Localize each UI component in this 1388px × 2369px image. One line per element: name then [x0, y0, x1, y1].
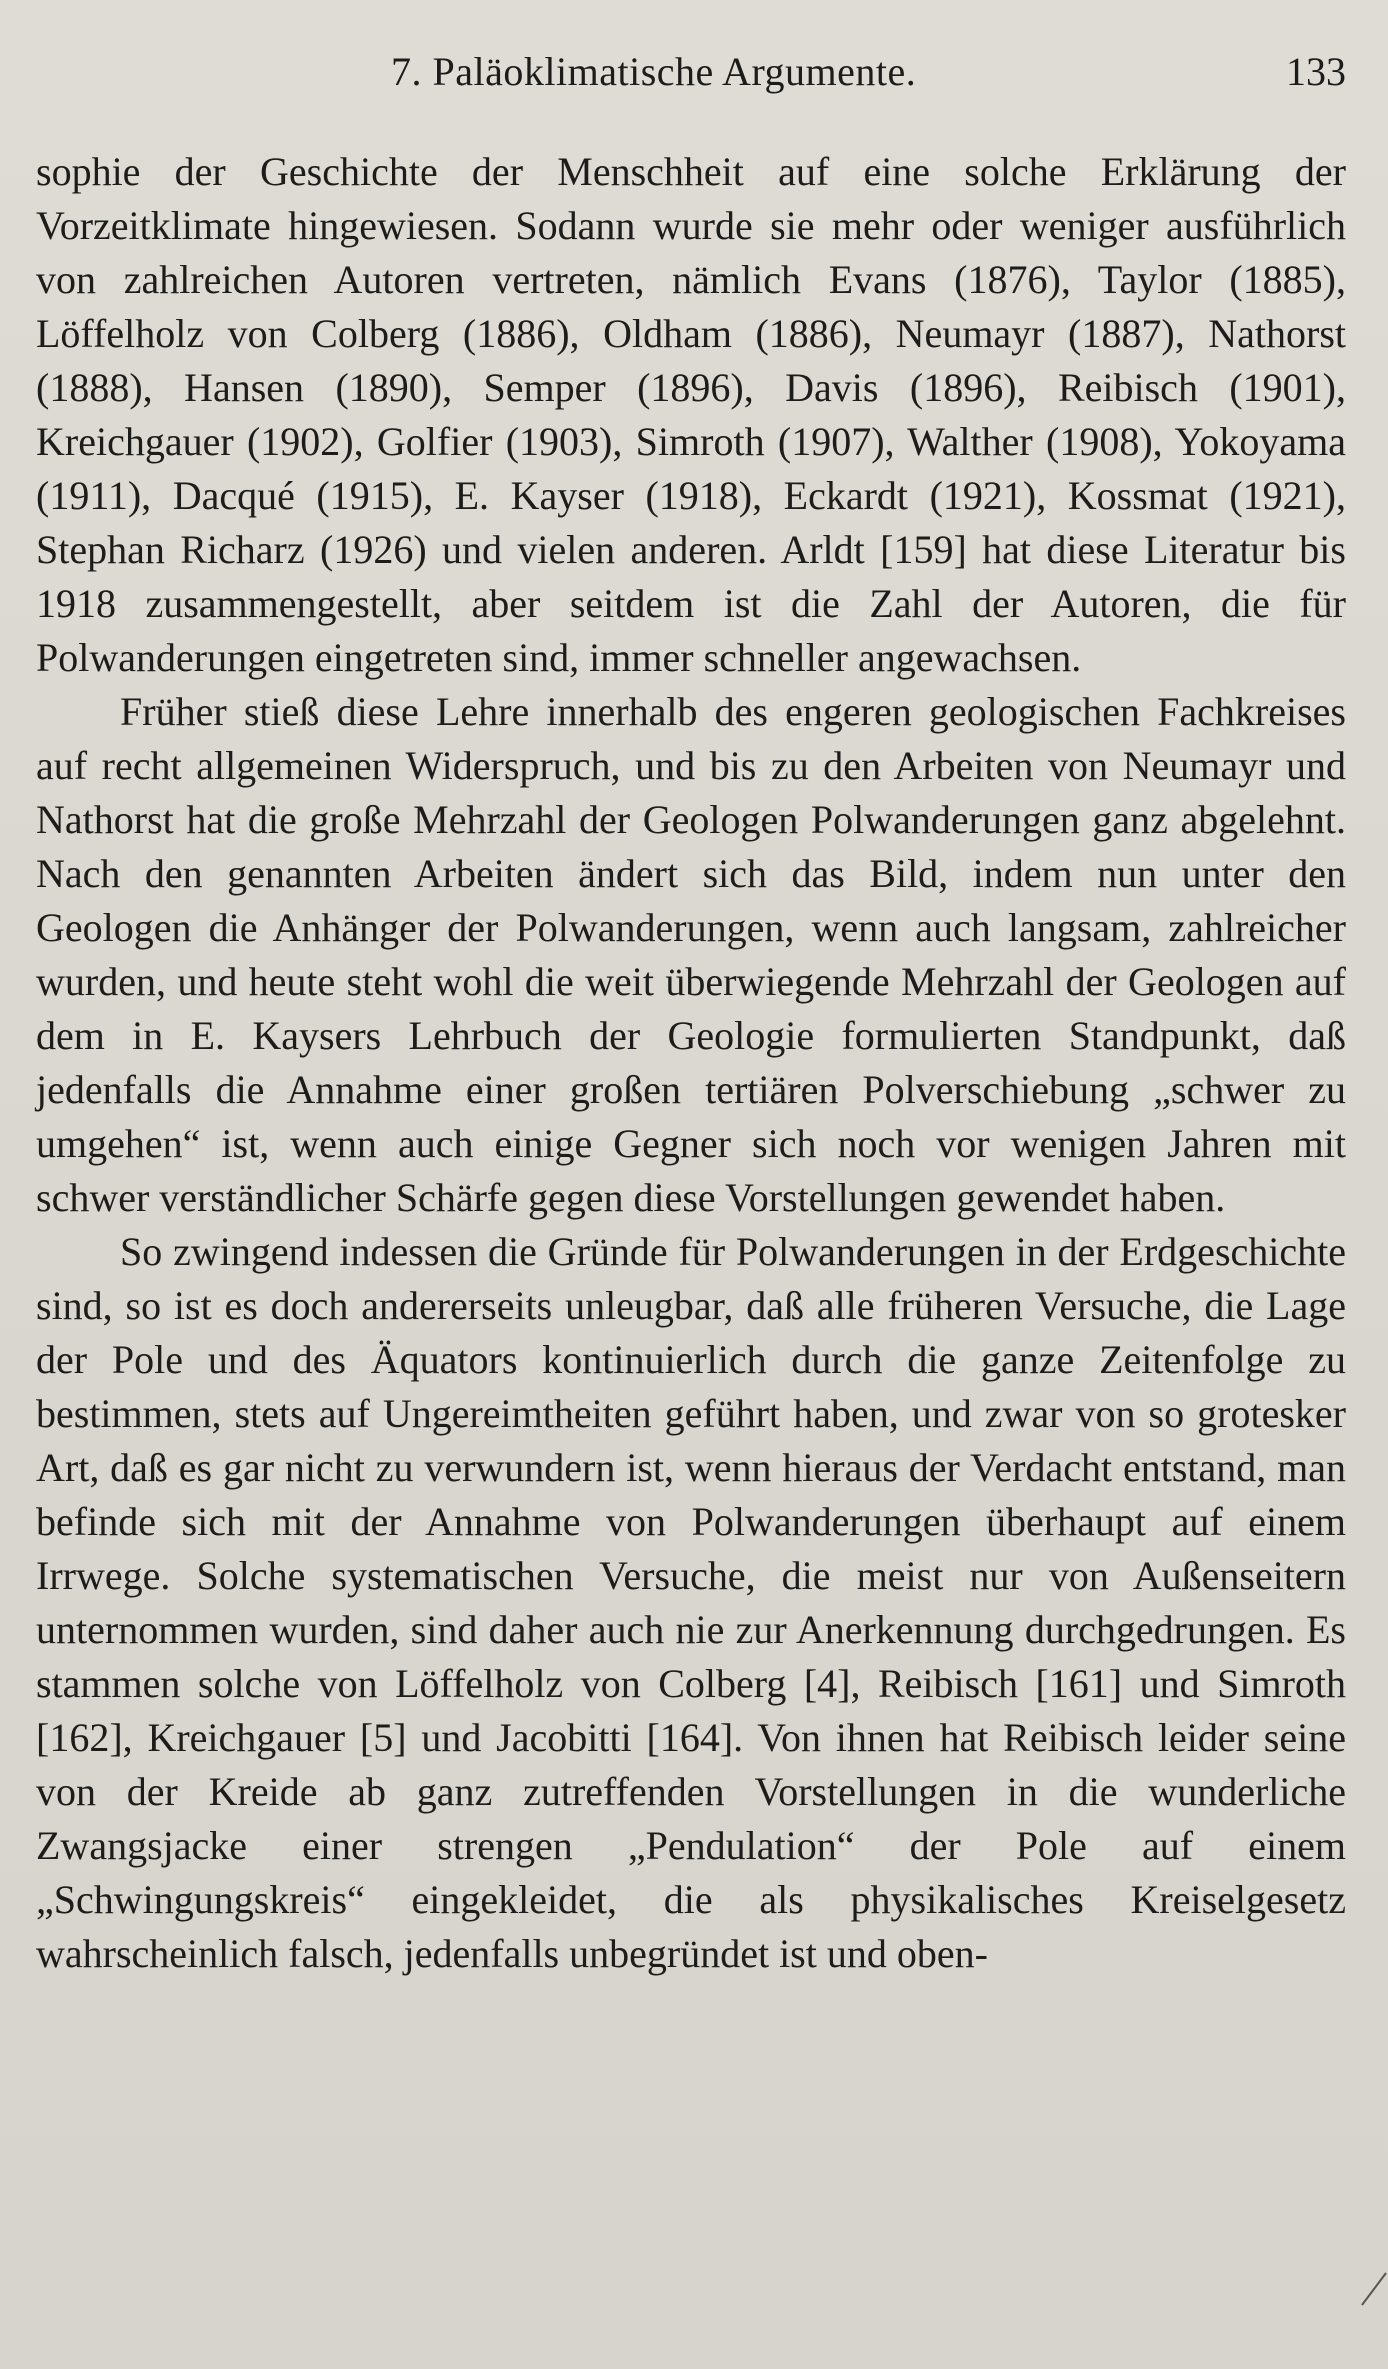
- paragraph-2: Früher stieß diese Lehre innerhalb des engeren geologischen Fachkreises auf recht allgemeinen Widerspruch, und bis zu den Arbeiten von Neumayr und Nathorst hat die große Mehrzahl der Geologen Polwanderungen ganz abgelehnt. Nach den genannten Arbeiten ändert sich das Bild, indem nun unter den Geologen die Anhänger der Polwanderungen, wenn auch langsam, zahlreicher wurden, und heute steht wohl die weit überwiegende Mehrzahl der Geologen auf dem in E. Kaysers Lehrbuch der Geologie formulierten Standpunkt, daß jedenfalls die Annahme einer großen tertiären Polverschiebung „schwer zu umgehen“ ist, wenn auch einige Gegner sich noch vor wenigen Jahren mit schwer verständlicher Schärfe gegen diese Vorstellungen gewendet haben.: [36, 689, 1346, 1220]
- running-head: 7. Paläoklimatische Argumente.: [391, 49, 917, 94]
- margin-pencil-mark-icon: [1358, 2269, 1388, 2309]
- page-header: [36, 36, 1346, 116]
- page-number: 133: [1286, 49, 1346, 94]
- paragraph-1: sophie der Geschichte der Menschheit auf eine solche Erklärung der Vorzeitklimate hingewiesen. Sodann wurde sie mehr oder weniger ausführlich von zahlreichen Autoren vertreten, nämlich Evans (1876), Taylor (1885), Löffelholz von Colberg (1886), Oldham (1886), Neumayr (1887), Nathorst (1888), Hansen (1890), Semper (1896), Davis (1896), Reibisch (1901), Kreichgauer (1902), Golfier (1903), Simroth (1907), Walther (1908), Yokoyama (1911), Dacqué (1915), E. Kayser (1918), Eckardt (1921), Kossmat (1921), Stephan Richarz (1926) und vielen anderen. Arldt [159] hat diese Literatur bis 1918 zusammengestellt, aber seitdem ist die Zahl der Autoren, die für Polwanderungen eingetreten sind, immer schneller angewachsen.: [36, 149, 1346, 680]
- body-text: [36, 145, 1346, 1981]
- paragraph-3: So zwingend indessen die Gründe für Polwanderungen in der Erdgeschichte sind, so ist es doch andererseits unleugbar, daß alle früheren Versuche, die Lage der Pole und des Äquators kontinuierlich durch die ganze Zeitenfolge zu bestimmen, stets auf Ungereimtheiten geführt haben, und zwar von so grotesker Art, daß es gar nicht zu verwundern ist, wenn hieraus der Verdacht entstand, man befinde sich mit der Annahme von Polwanderungen überhaupt auf einem Irrwege. Solche systematischen Versuche, die meist nur von Außenseitern unternommen wurden, sind daher auch nie zur Anerkennung durchgedrungen. Es stammen solche von Löffelholz von Colberg [4], Reibisch [161] und Simroth [162], Kreichgauer [5] und Jacobitti [164]. Von ihnen hat Reibisch leider seine von der Kreide ab ganz zutreffenden Vorstellungen in die wunderliche Zwangsjacke einer strengen „Pendulation“ der Pole auf einem „Schwingungskreis“ eingekleidet, die als physikalisches Kreiselgesetz wahrscheinlich falsch, jedenfalls unbegründet ist und oben-: [36, 1229, 1346, 1976]
